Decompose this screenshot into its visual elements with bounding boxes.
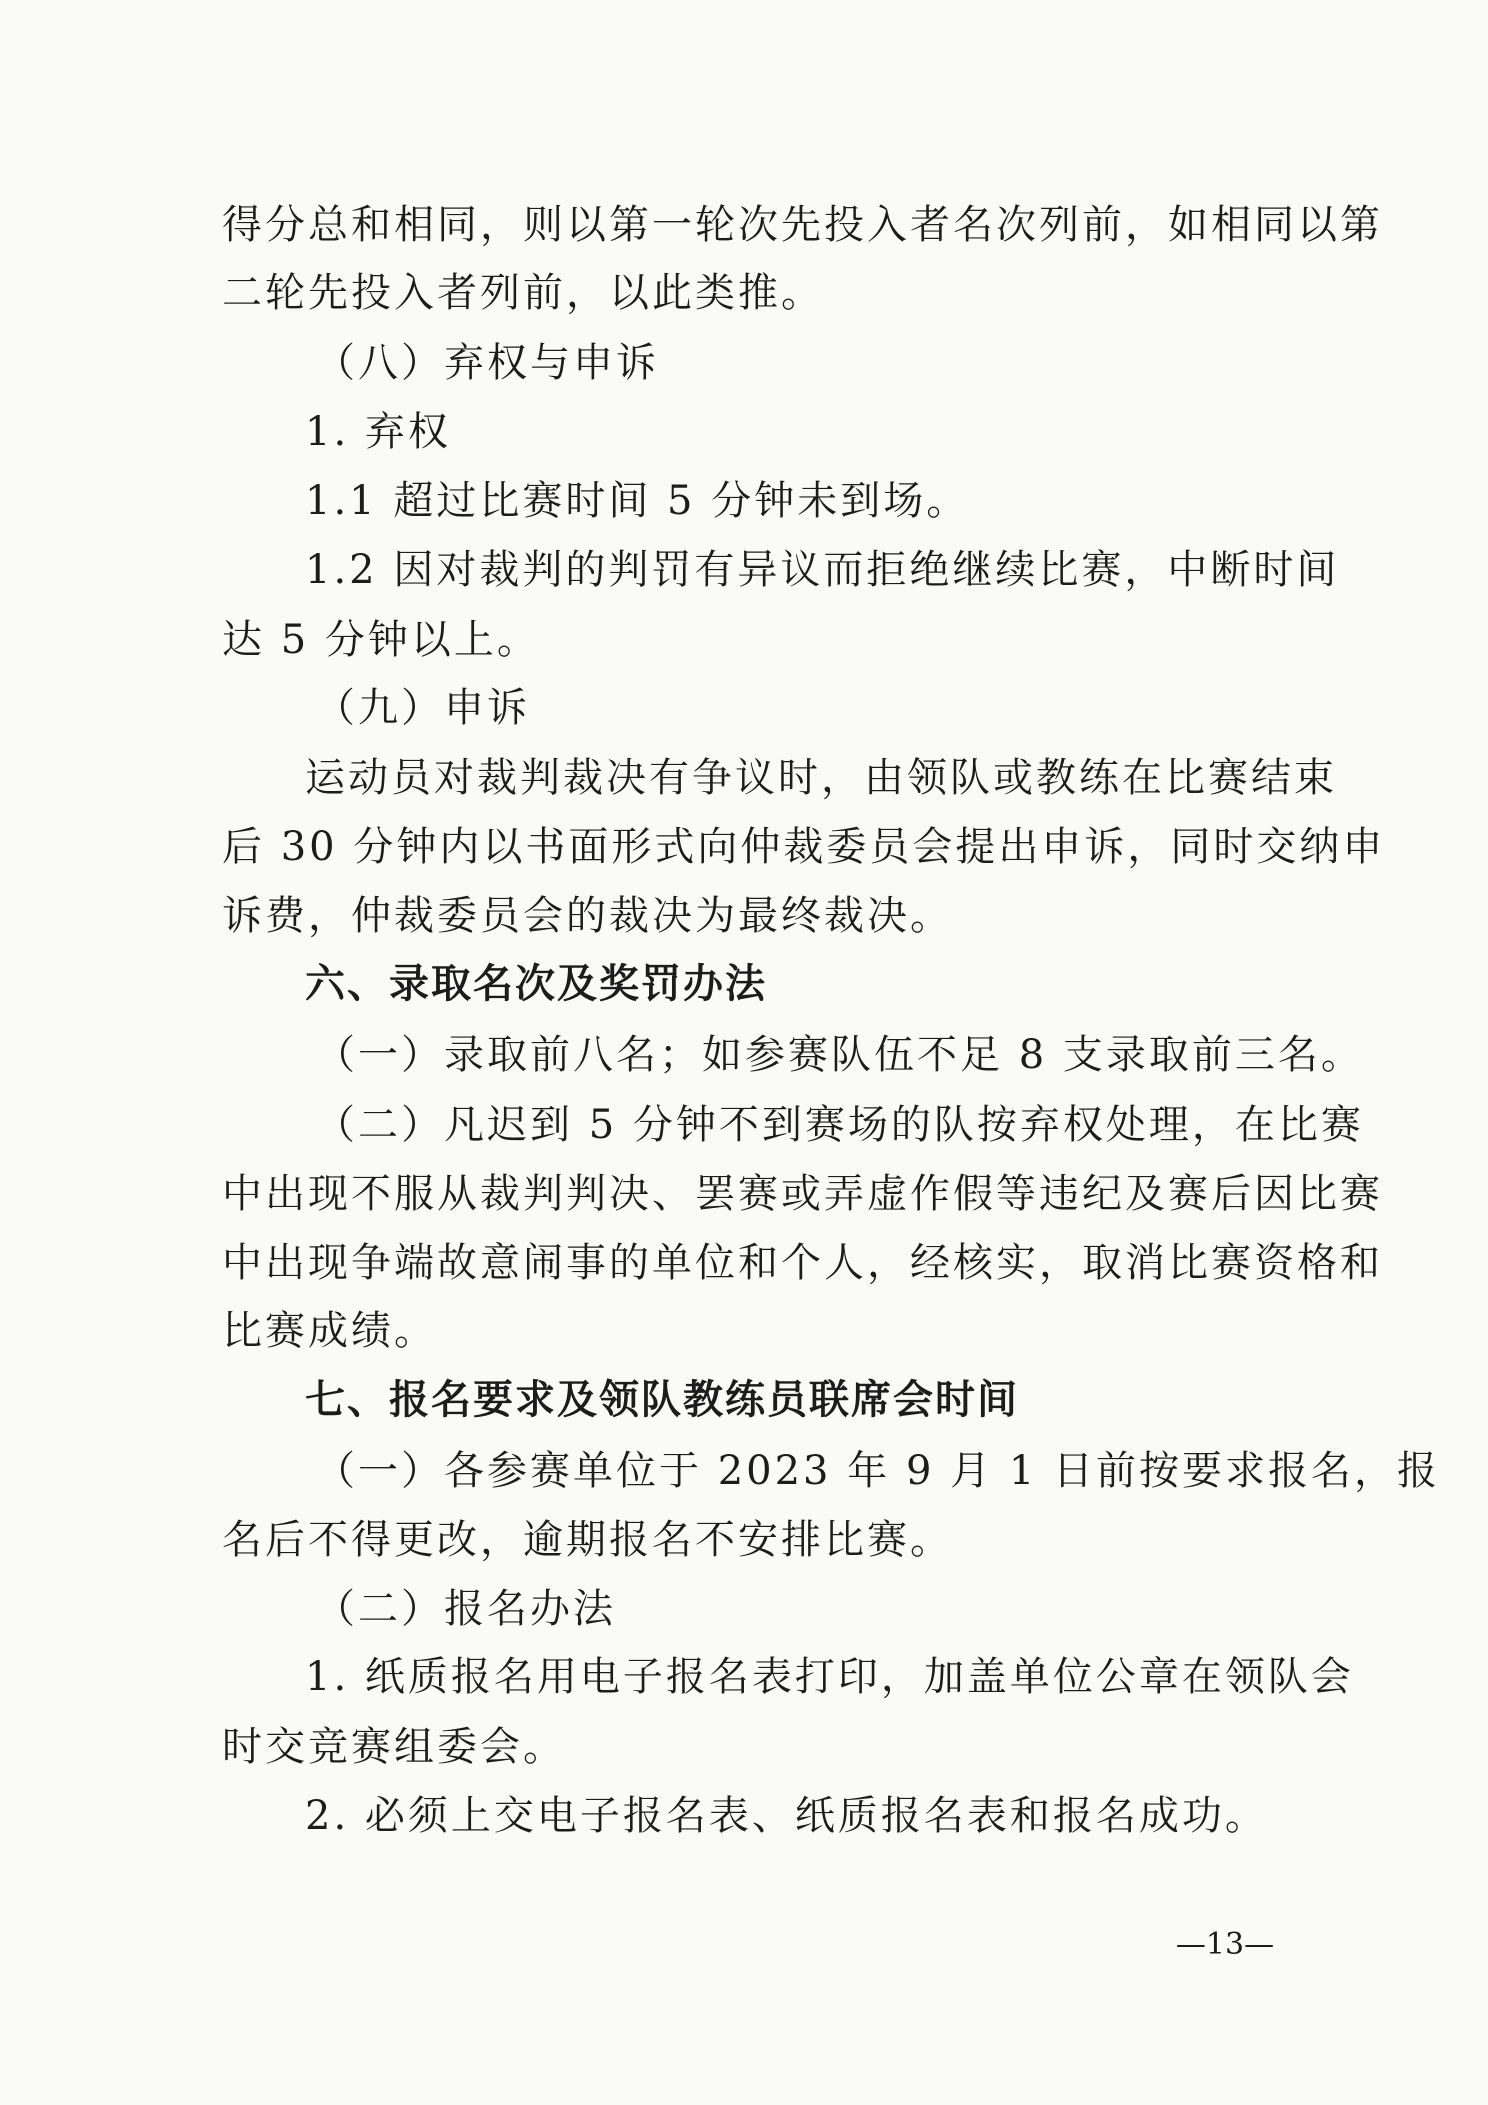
body-text-line: 1. 纸质报名用电子报名表打印，加盖单位公章在领队会 (305, 1654, 1354, 1700)
body-text-line: （一）各参赛单位于 2023 年 9 月 1 日前按要求报名，报 (315, 1448, 1440, 1494)
section-heading: 六、录取名次及奖罚办法 (305, 961, 767, 1007)
body-text-line: （一）录取前八名；如参赛队伍不足 8 支录取前三名。 (315, 1032, 1364, 1078)
body-text-line: （二）凡迟到 5 分钟不到赛场的队按弃权处理，在比赛 (315, 1102, 1364, 1148)
body-text-line: 得分总和相同，则以第一轮次先投入者名次列前，如相同以第 (222, 202, 1383, 248)
subsection-heading: （九）申诉 (315, 685, 530, 731)
body-text-line: 名后不得更改，逾期报名不安排比赛。 (222, 1517, 953, 1563)
body-text-line: 1. 弃权 (305, 409, 451, 455)
body-text-line: 达 5 分钟以上。 (222, 617, 540, 663)
subsection-heading: （二）报名办法 (315, 1586, 616, 1632)
page-number: —13— (1175, 1927, 1275, 1962)
body-text-line: 诉费，仲裁委员会的裁决为最终裁决。 (222, 893, 953, 939)
body-text-line: 中出现争端故意闹事的单位和个人，经核实，取消比赛资格和 (222, 1240, 1383, 1286)
body-text-line: 时交竞赛组委会。 (222, 1724, 566, 1770)
body-text-line: 中出现不服从裁判判决、罢赛或弄虚作假等违纪及赛后因比赛 (222, 1171, 1383, 1217)
body-text-line: 二轮先投入者列前，以此类推。 (222, 270, 824, 316)
subsection-heading: （八）弃权与申诉 (315, 340, 659, 386)
body-text-line: 比赛成绩。 (222, 1308, 437, 1354)
body-text-line: 2. 必须上交电子报名表、纸质报名表和报名成功。 (305, 1793, 1268, 1839)
body-text-line: 运动员对裁判裁决有争议时，由领队或教练在比赛结束 (305, 755, 1337, 801)
body-text-line: 1.2 因对裁判的判罚有异议而拒绝继续比赛，中断时间 (305, 547, 1340, 593)
section-heading: 七、报名要求及领队教练员联席会时间 (305, 1377, 1019, 1423)
body-text-line: 1.1 超过比赛时间 5 分钟未到场。 (305, 478, 970, 524)
body-text-line: 后 30 分钟内以书面形式向仲裁委员会提出申诉，同时交纳申 (222, 824, 1386, 870)
